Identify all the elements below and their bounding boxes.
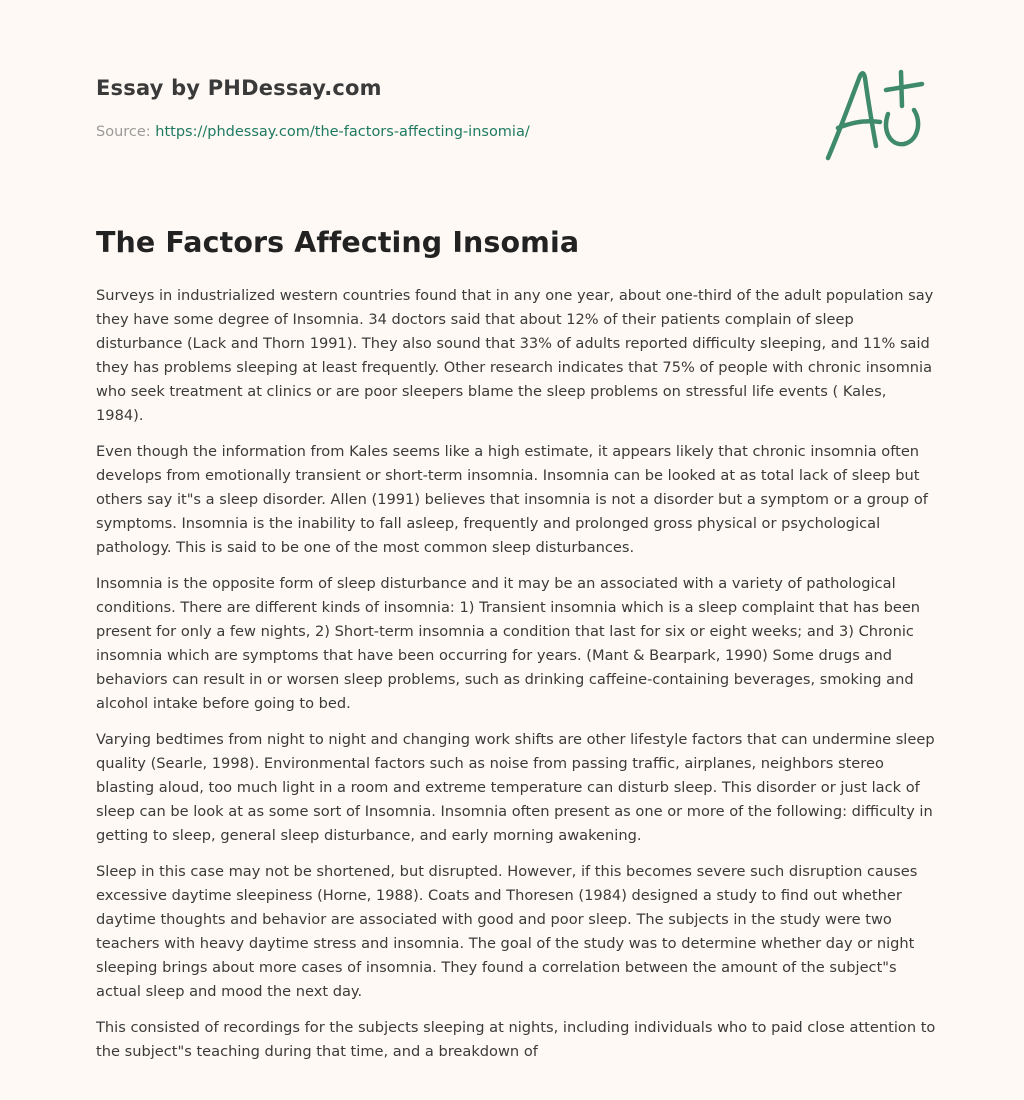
essay-paragraph: This consisted of recordings for the subjects sleeping at nights, including individuals who to paid close attention to the subject"s teaching during that time, and a breakdown of [96,1019,936,1060]
a-plus-logo [818,64,930,168]
logo-plus-horizontal [886,84,922,90]
essay-body [96,284,936,1076]
essay-paragraph: Surveys in industrialized western countries found that in any one year, about one-third of the adult population say they have some degree of Insomnia. 34 doctors said that about 12% of their patients complain of sleep disturbance (Lack and Thorn 1991). They also sound that 33% of adults reported difficulty sleeping, and 11% said they has problems sleeping at least frequently. Other research indicates that 75% of people with chronic insomnia who seek treatment at clinics or are poor sleepers blame the sleep problems on stressful life events ( Kales, 1984). [96,287,934,424]
essay-paragraph: Varying bedtimes from night to night and changing work shifts are other lifestyle factors that can undermine sleep quality (Searle, 1998). Environmental factors such as noise from passing traffic, airplanes, neighbors stereo blasting aloud, too much light in a room and extreme temperature can disturb sleep. This disorder or just lack of sleep can be look at as some sort of Insomnia. Insomnia often present as one or more of the following: difficulty in getting to sleep, general sleep disturbance, and early morning awakening. [96,731,935,844]
site-brand: Essay by PHDessay.com [96,76,382,100]
source-link[interactable]: https://phdessay.com/the-factors-affecting-insomia/ [155,124,530,140]
source-label: Source: [96,124,156,140]
essay-paragraph: Sleep in this case may not be shortened, but disrupted. However, if this becomes severe such disruption causes excessive daytime sleepiness (Horne, 1988). Coats and Thoresen (1984) designed a study to find out whether daytime thoughts and behavior are associated with good and poor sleep. The subjects in the study were two teachers with heavy daytime stress and insomnia. The goal of the study was to determine whether day or night sleeping brings about more cases of insomnia. They found a correlation between the amount of the subject"s actual sleep and mood the next day. [96,863,918,1000]
essay-paragraph: Even though the information from Kales seems like a high estimate, it appears likely that chronic insomnia often develops from emotionally transient or short-term insomnia. Insomnia can be looked at as total lack of sleep but others say it"s a sleep disorder. Allen (1991) believes that insomnia is not a disorder but a symptom or a group of symptoms. Insomnia is the inability to fall asleep, frequently and prolonged gross physical or psychological pathology. This is said to be one of the most common sleep disturbances. [96,443,928,556]
source-line [96,124,530,140]
essay-title: The Factors Affecting Insomia [96,226,580,259]
essay-paragraph: Insomnia is the opposite form of sleep disturbance and it may be an associated with a variety of pathological conditions. There are different kinds of insomnia: 1) Transient insomnia which is a sleep complaint that has been present for only a few nights, 2) Short-term insomnia a condition that last for six or eight weeks; and 3) Chronic insomnia which are symptoms that have been occurring for years. (Mant & Bearpark, 1990) Some drugs and behaviors can result in or worsen sleep problems, such as drinking caffeine-containing beverages, smoking and alcohol intake before going to bed. [96,575,921,712]
logo-letter-a [828,73,876,158]
logo-plus-swirl [886,110,918,144]
